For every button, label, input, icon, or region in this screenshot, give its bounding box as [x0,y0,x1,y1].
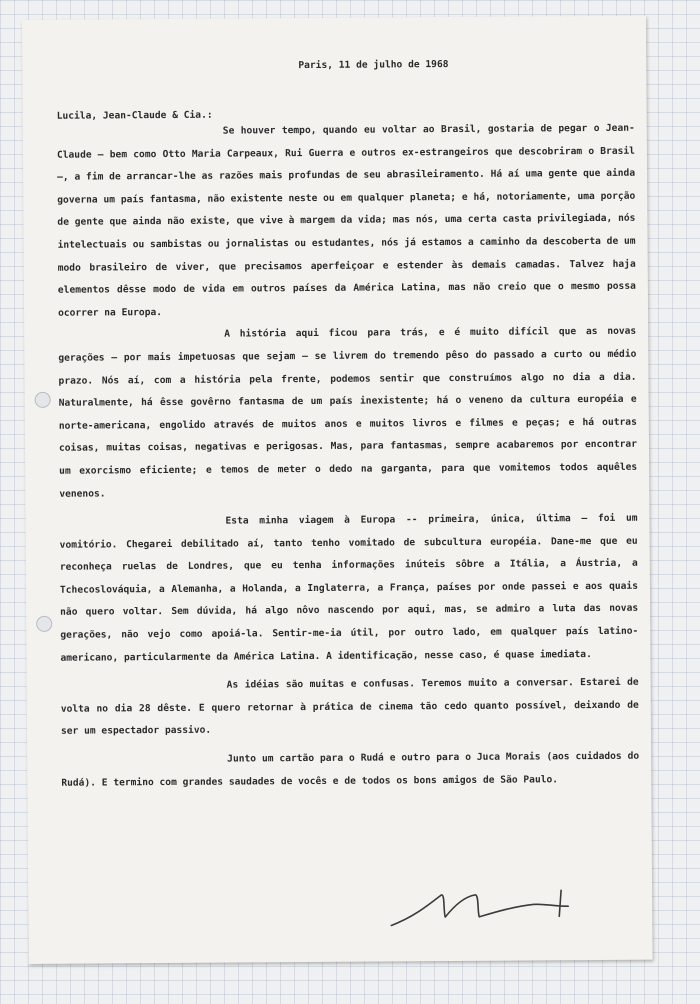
paragraph-4: As idéias são muitas e confusas. Teremos muito a conversar. Estarei de volta no dia 28 dêste. E quero retornar à prática de cinema tão cedo quanto possível, deixando de ser um espectador passivo. [60,676,639,738]
letter-date: Paris, 11 de julho de 1968 [298,59,449,72]
letter-body [57,118,640,795]
punch-hole-top [35,392,51,408]
paragraph-5: Junto um cartão para o Rudá e outro para o Juca Morais (aos cuidados do Rudá). E termino com grandes saudades de vocês e de todos os bons amigos de São Paulo. [61,750,640,789]
letter-page [22,16,653,964]
punch-hole-bottom [36,616,52,632]
paragraph-2: A história aqui ficou para trás, e é muito difícil que as novas gerações — por mais impetuosas que sejam — se livrem do tremendo pêso do passado a curto ou médio prazo. Nós aí, com a história pela frente, podemos sentir que construímos algo no dia a dia. Naturalmente, há êsse govêrno fantasma de um país inexistente; há o veneno da cultura européia e norte-americana, engolido através de muitos anos e muitos livros e filmes e peças; e há outras coisas, muitas coisas, negativas e perigosas. Mas, para fantasmas, sempre acabaremos por encontrar um exorcismo eficiente; e temos de meter o dedo na garganta, para que vomitemos todos aquêles venenos. [58,326,638,500]
paragraph-1: Se houver tempo, quando eu voltar ao Brasil, gostaria de pegar o Jean-Claude — bem como Otto Maria Carpeaux, Rui Guerra e outros ex-estrangeiros que descobriram o Brasil —, a fim de arrancar-lhe as razões mais profundas de seu abrasileiramento. Há aí uma gente que ainda governa um país fantasma, não existente neste ou em qualquer planeta; e há, notoriamente, uma porção de gente que ainda não existe, que vive à margem da vida; mas nós, uma certa casta privilegiada, nós intelectuais ou sambistas ou jornalistas ou estudantes, nós já estamos a caminho da descoberta de um modo brasileiro de viver, que precisamos aperfeiçoar e estender às demais camadas. Talvez haja elementos dêsse modo de vida em outros países da América Latina, mas não creio que o mesmo possa ocorrer na Europa. [56,122,636,319]
handwritten-signature [383,876,583,937]
paragraph-3: Esta minha viagem à Europa -- primeira, única, última — foi um vomitório. Chegarei debilitado aí, tanto tenho vomitado de subcultura européia. Dane-me que eu reconheça ruelas de Londres, que eu tenha informações inúteis sôbre a Itália, a Áustria, a Tchecoslováquia, a Alemanha, a Holanda, a Inglaterra, a França, países por onde passei e aos quais não quero voltar. Sem dúvida, há algo nôvo nascendo por aqui, mas, se admiro a luta das novas gerações, não vejo como apoiá-la. Sentir-me-ia útil, por outro lado, em qualquer país latino-americano, particularmente da América Latina. A identificação, nesse caso, é quase imediata. [59,512,639,664]
salutation: Lucila, Jean-Claude & Cia.: [56,109,213,122]
